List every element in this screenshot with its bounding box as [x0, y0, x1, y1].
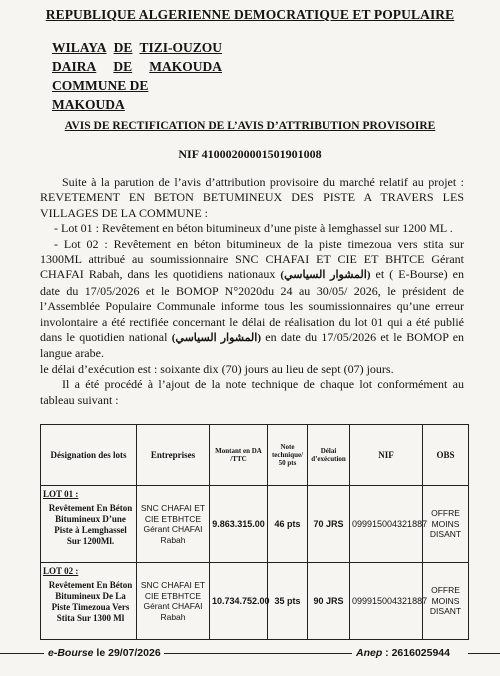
footer-rule [468, 653, 500, 654]
commune-line: COMMUNE DE MAKOUDA [52, 78, 149, 112]
procede-paragraph: Il a été procédé à l’ajout de la note technique de chaque lot conformément au tableau suivant : [40, 377, 464, 407]
header-delai: Délai d’exécution [308, 425, 350, 486]
lot-number: LOT 01 : [43, 489, 79, 499]
notice-title: AVIS DE RECTIFICATION DE L’AVIS D’ATTRIBUTION PROVISOIRE [64, 120, 436, 132]
lot-nif: 099915004321887 [350, 563, 423, 640]
lot1-paragraph: - Lot 01 : Revêtement en béton bitumineux d’une piste à lemghassel sur 1200 ML . [54, 221, 453, 236]
lot-delai: 70 JRS [308, 486, 350, 563]
lot-obs: OFFRE MOINS DISANT [423, 563, 469, 640]
lot-note: 46 pts [268, 486, 308, 563]
administrative-header [52, 38, 222, 114]
lot-description: Revêtement En Béton Bitumineux D’une Piste à Lemghassel Sur 1200Ml. [48, 503, 133, 546]
lots-table [40, 424, 469, 640]
ebourse-date: e-Bourse le 29/07/2026 [48, 647, 161, 659]
header-entreprises: Entreprises [137, 425, 210, 486]
republic-heading: REPUBLIQUE ALGERIENNE DEMOCRATIQUE ET POPULAIRE [45, 7, 455, 22]
lot-description: Revêtement En Béton Bitumineux De La Piste Timezoua Vers Stita Sur 1300 Ml [48, 580, 133, 623]
intro-paragraph: Suite à la parution de l’avis d’attribution provisoire du marché relatif au projet : REVETEMENT EN BETON BETUMINEUX DES PISTE A TRAVERS LES VILLAGES DE LA COMMUNE : [40, 175, 464, 220]
lot-montant: 9.863.315.00 [210, 486, 268, 563]
footer-rule [0, 653, 44, 654]
footer-rule [164, 653, 352, 654]
nif-number: NIF 41000200001501901008 [178, 147, 322, 161]
delai-paragraph: le délai d’exécution est : soixante dix (70) jours au lieu de sept (07) jours. [40, 361, 394, 376]
lot2-paragraph: - Lot 02 : Revêtement en béton bitumineux de la piste timezoua vers stita sur 1300ML attribué au soumissionnaire SNC CHAFAI ET CIE ET BHTCE Gérant CHAFAI Rabah, dans les quotidiens nationaux (المشوار السياسي) et ( E-Bourse) en date du 17/05/2026 et le BOMOP N°2020du 24 au 30/05/ 2026, le président de l’Assemblée Populaire Communale informe tous les soumissionnaires qu’une erreur involontaire a été rectifiée concernant le délai de réalisation du lot 01 qui a été publié dans le quotidien national (المشوار السياسي) en date du 17/05/2026 et le BOMOP en langue arabe. [40, 236, 465, 361]
daira-line: DAIRA DE MAKOUDA [52, 59, 222, 74]
lot-number: LOT 02 : [43, 566, 79, 576]
lot-montant: 10.734.752.00 [210, 563, 268, 640]
publication-footer [0, 642, 500, 662]
lot-designation [41, 486, 137, 563]
lot-note: 35 pts [268, 563, 308, 640]
lot-obs: OFFRE MOINS DISANT [423, 486, 469, 563]
table-row [41, 563, 469, 640]
lot-delai: 90 JRS [308, 563, 350, 640]
wilaya-line: WILAYA DE TIZI-OUZOU [52, 40, 222, 55]
header-nif: NIF [350, 425, 423, 486]
arabic-newspaper-name: (المشوار السياسي) [280, 269, 371, 282]
notice-body [40, 175, 464, 408]
header-note: Note technique/ 50 pts [268, 425, 308, 486]
table-row [41, 486, 469, 563]
arabic-newspaper-name-2: (المشوار السياسي) [171, 332, 262, 345]
table-header-row [41, 425, 469, 486]
header-designation: Désignation des lots [41, 425, 137, 486]
lot-entreprise: SNC CHAFAI ET CIE ETBHTCE Gérant CHAFAI Rabah [137, 563, 210, 640]
lot-entreprise: SNC CHAFAI ET CIE ETBHTCE Gérant CHAFAI Rabah [137, 486, 210, 563]
lot-nif: 099915004321887 [350, 486, 423, 563]
header-obs: OBS [423, 425, 469, 486]
lot-designation [41, 563, 137, 640]
anep-number: Anep : 2616025944 [356, 647, 450, 659]
header-montant: Montant en DA /TTC [210, 425, 268, 486]
